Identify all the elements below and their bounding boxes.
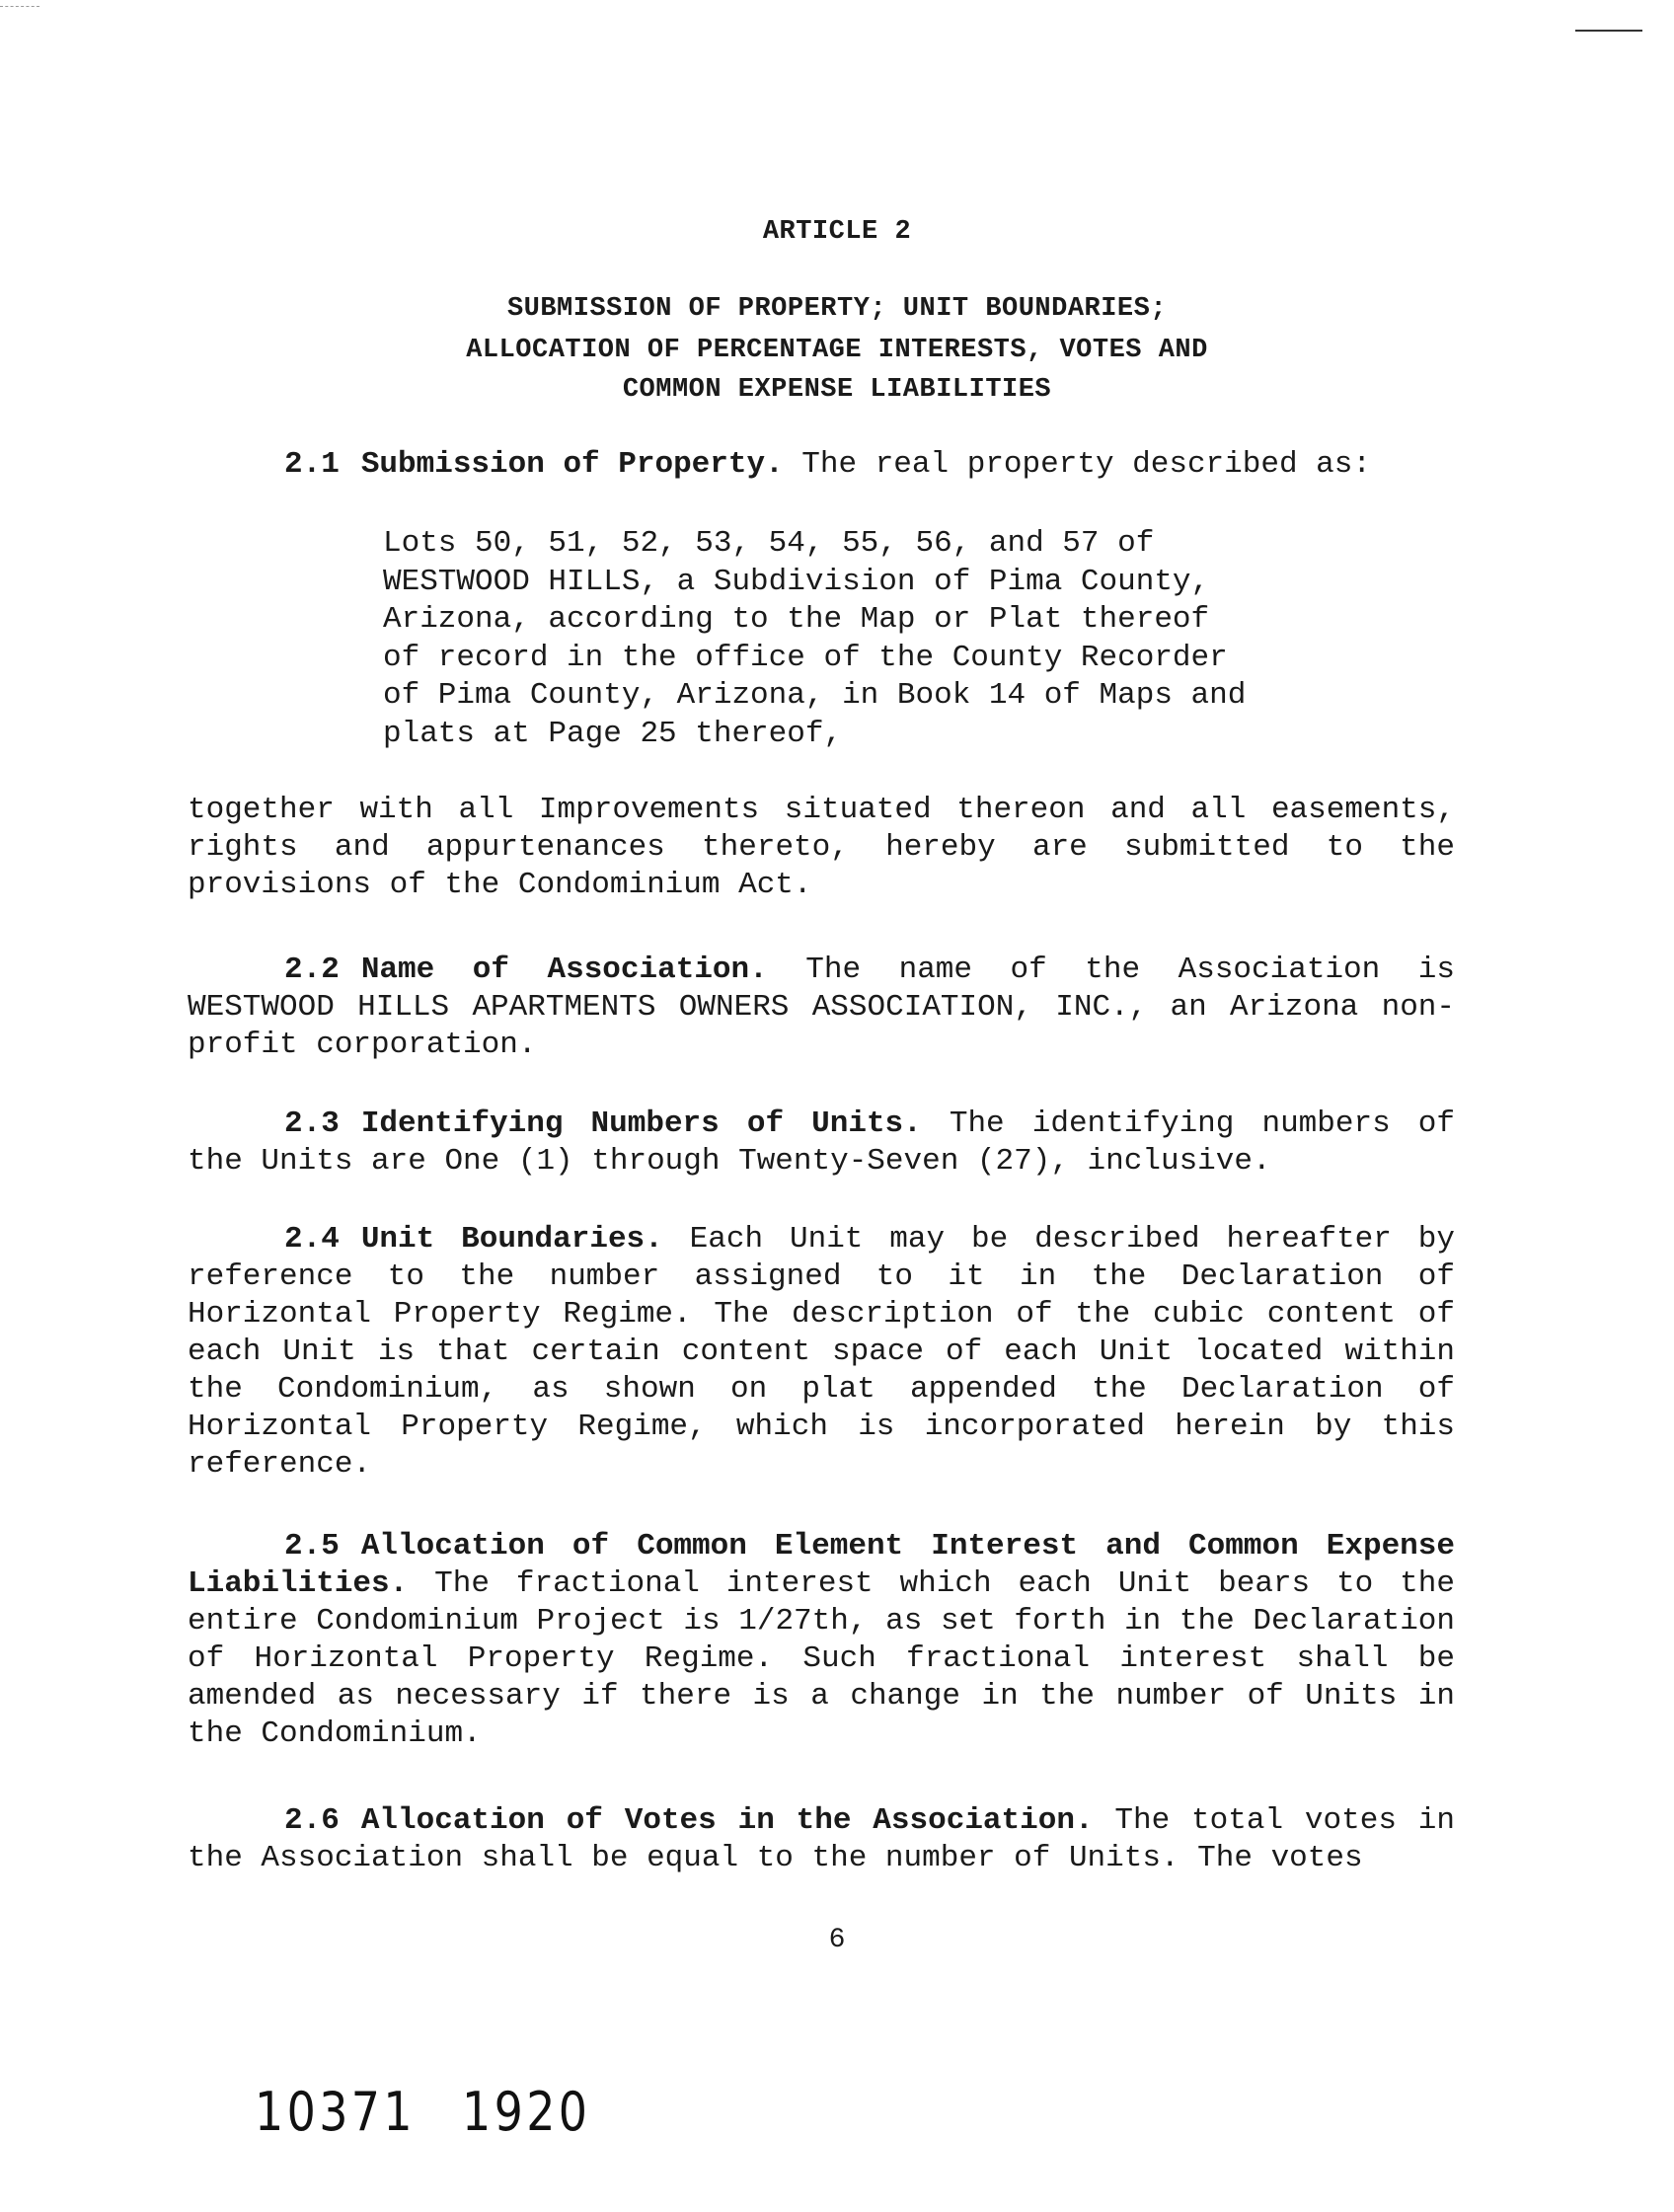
section-text: The real property described as:	[783, 447, 1371, 482]
section-2-1	[284, 446, 1469, 484]
section-heading: Allocation of Common Element Interest and Common Expense Liabilities.	[188, 1529, 1455, 1601]
section-text: The identifying numbers of the Units are One (1) through Twenty-Seven (27), inclusive.	[188, 1106, 1455, 1179]
section-2-6	[188, 1802, 1455, 1877]
article-subtitle-line-1: SUBMISSION OF PROPERTY; UNIT BOUNDARIES;	[506, 294, 1168, 324]
section-number: 2.4	[284, 1222, 340, 1257]
legal-description: Lots 50, 51, 52, 53, 54, 55, 56, and 57 of WESTWOOD HILLS, a Subdivision of Pima County, Arizona, according to the Map or Plat thereof of record in the office of the County Recorder of Pima County, Arizona, in Book 14 of Maps and plats at Page 25 thereof,	[383, 526, 1247, 751]
section-number: 2.2	[284, 953, 340, 987]
recording-page-number: 1920	[462, 2081, 591, 2143]
section-heading: Name of Association.	[360, 953, 768, 987]
recording-book-number: 10371	[255, 2081, 417, 2143]
section-heading: Unit Boundaries.	[360, 1222, 663, 1257]
section-number: 2.3	[284, 1106, 340, 1141]
scan-mark-top-left	[0, 6, 39, 7]
section-2-3	[188, 1106, 1455, 1181]
section-number: 2.6	[284, 1803, 340, 1838]
section-heading: Identifying Numbers of Units.	[360, 1106, 922, 1141]
article-subtitle-line-3: COMMON EXPENSE LIABILITIES	[622, 375, 1052, 405]
section-2-2	[188, 952, 1455, 1064]
section-heading: Allocation of Votes in the Association.	[360, 1803, 1094, 1838]
section-text: The name of the Association is WESTWOOD HILLS APARTMENTS OWNERS ASSOCIATION, INC., an Arizona non-profit corporation.	[188, 953, 1455, 1062]
section-number: 2.5	[284, 1529, 340, 1564]
section-number: 2.1	[284, 447, 340, 482]
article-heading: ARTICLE 2	[762, 217, 912, 247]
section-2-5	[188, 1528, 1455, 1753]
section-2-4	[188, 1221, 1455, 1484]
article-subtitle-line-2: ALLOCATION OF PERCENTAGE INTERESTS, VOTES AND	[466, 336, 1208, 365]
scan-mark-top-right	[1575, 30, 1642, 32]
section-text: The total votes in the Association shall be equal to the number of Units. The votes	[188, 1803, 1455, 1875]
section-text: The fractional interest which each Unit bears to the entire Condominium Project is 1/27th, as set forth in the Declaration of Horizontal Property Regime. Such fractional interest shall be amended as necessary if there is a change in the number of Units in the Condominium.	[188, 1566, 1455, 1751]
section-2-1-continuation: together with all Improvements situated thereon and all easements, rights and appurtenances thereto, hereby are submitted to the provisions of the Condominium Act.	[188, 793, 1455, 902]
section-heading: Submission of Property.	[360, 447, 784, 482]
section-text: Each Unit may be described hereafter by reference to the number assigned to it in the Declaration of Horizontal Property Regime. The description of the cubic content of each Unit is that certain content space of each Unit located within the Condominium, as shown on plat appended the Declaration of Horizontal Property Regime, which is incorporated herein by this reference.	[188, 1222, 1455, 1482]
page-number: 6	[828, 1925, 846, 1955]
